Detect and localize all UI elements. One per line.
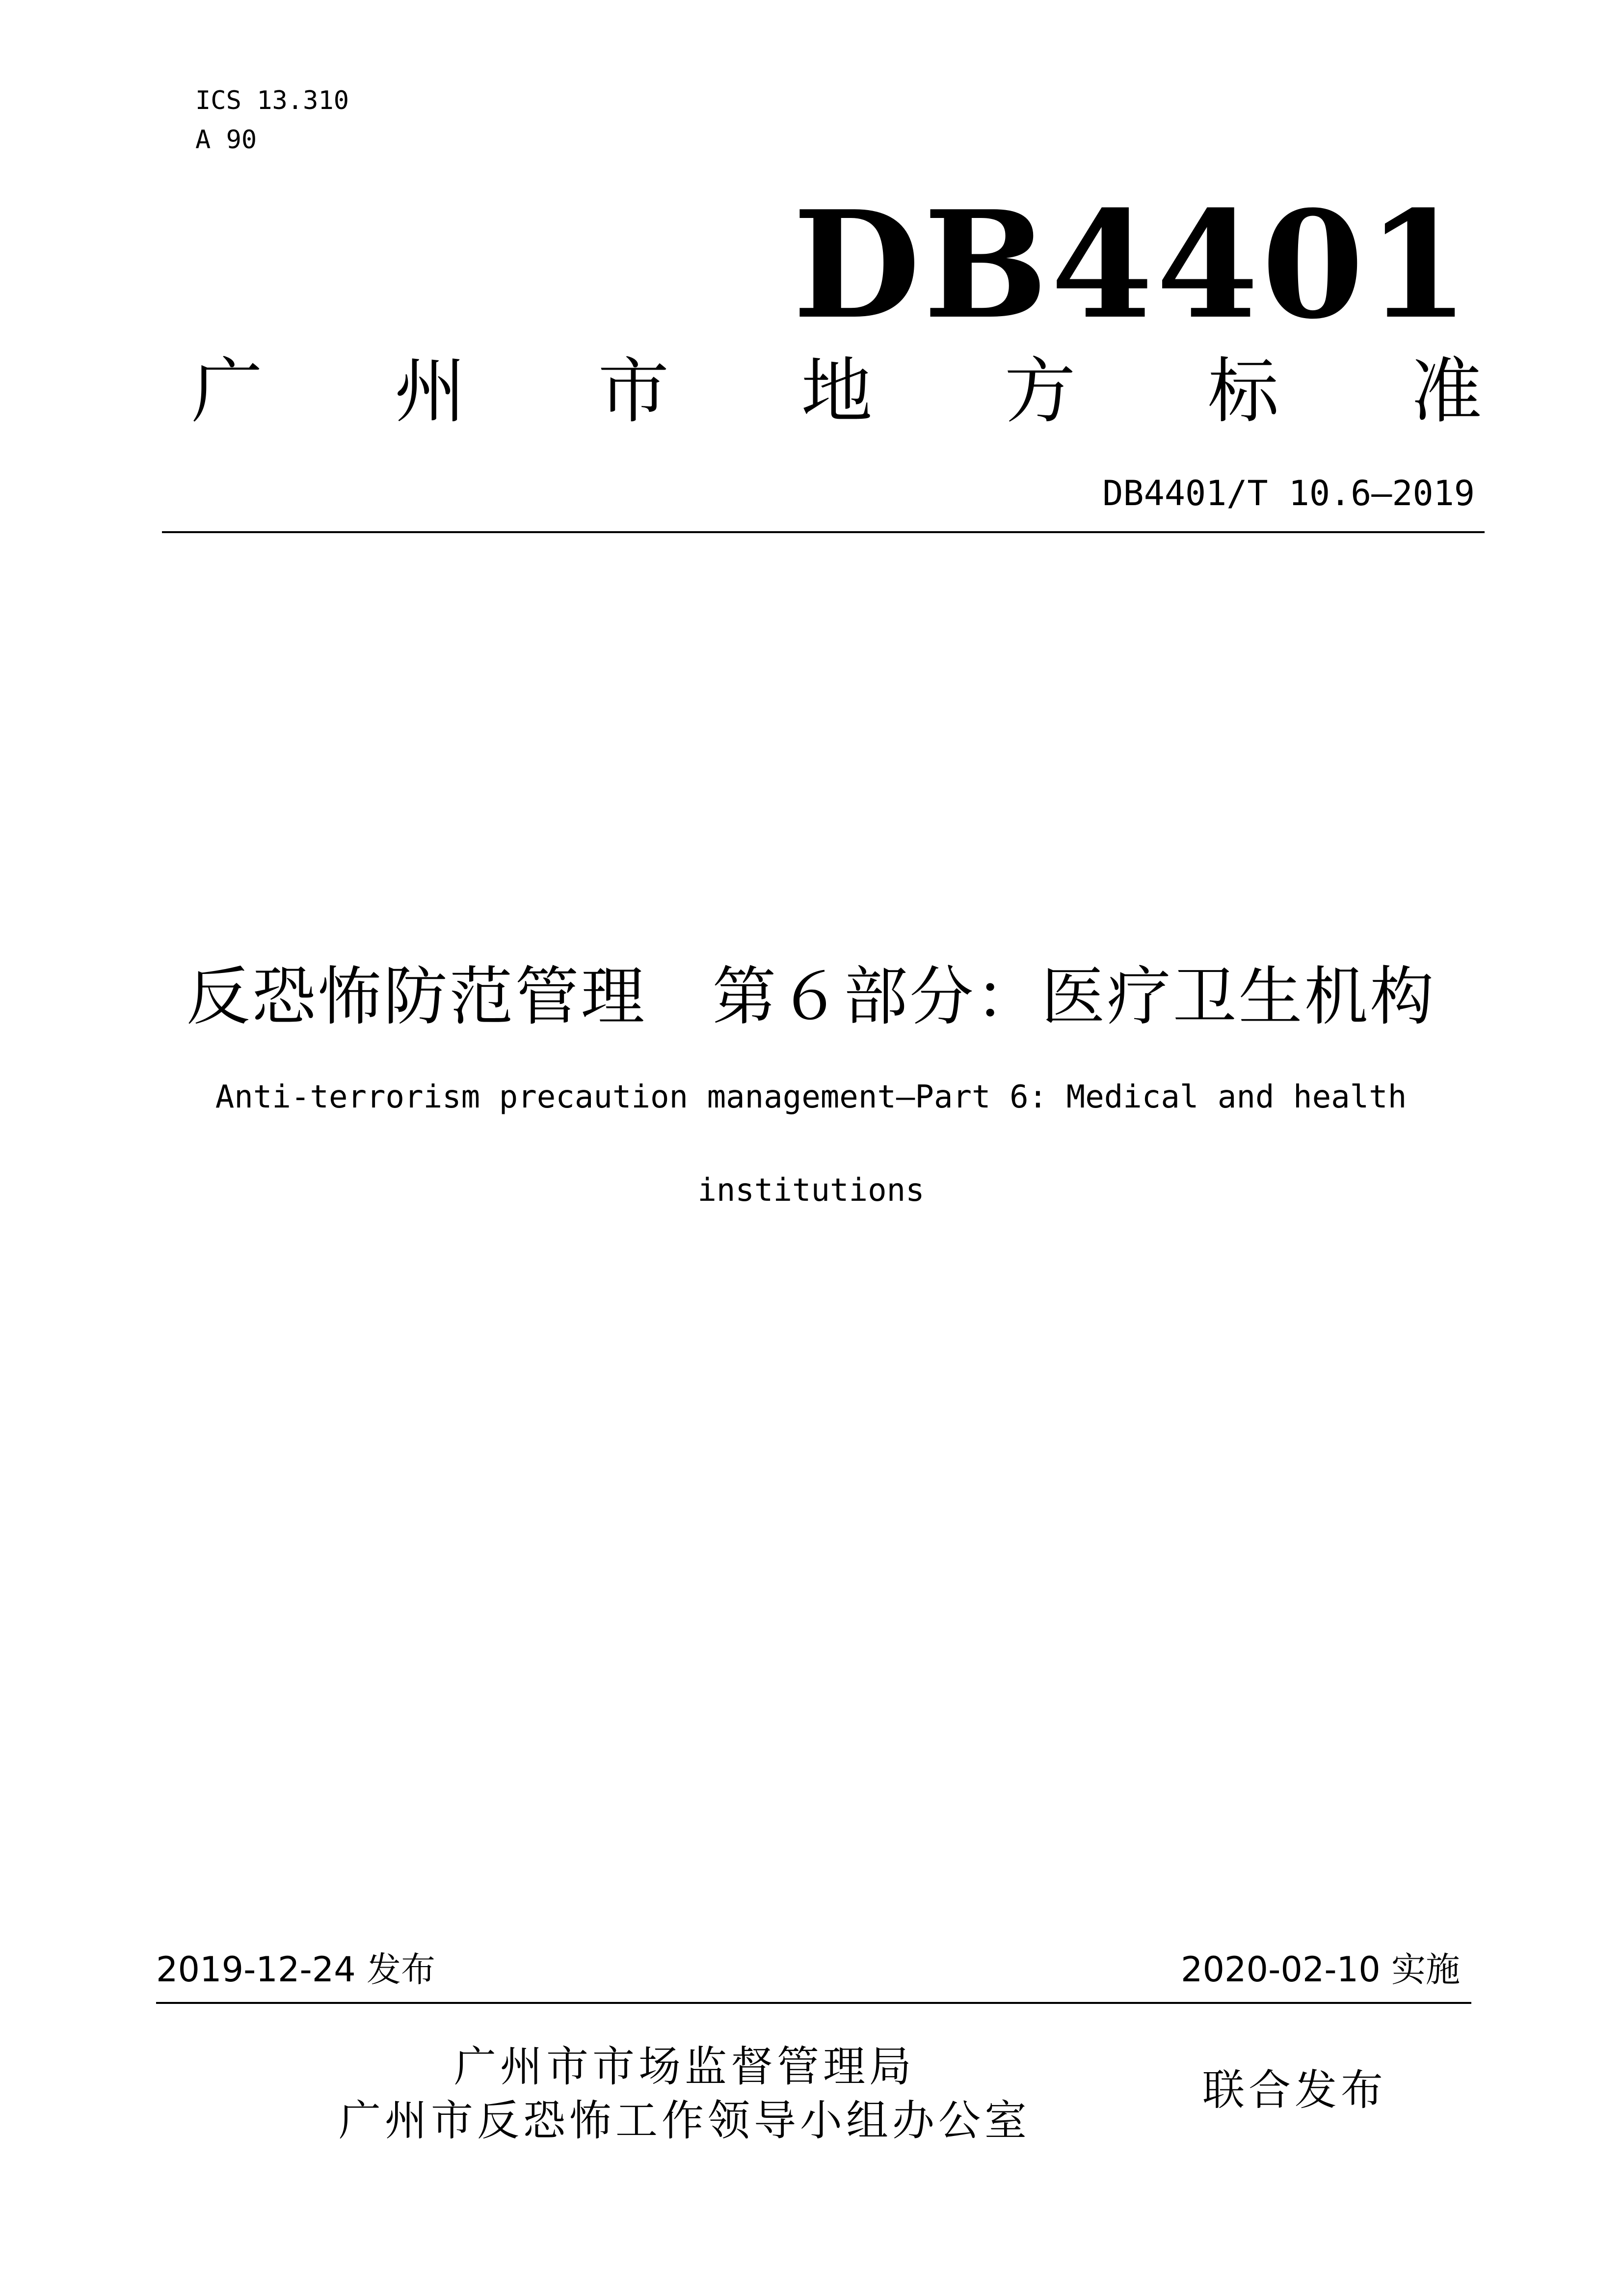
standard-type	[191, 339, 1482, 432]
standard-type-char: 地	[801, 350, 873, 433]
publisher-1: 广州市市场监督管理局	[454, 2042, 915, 2091]
standard-type-char: 州	[395, 350, 466, 433]
standard-type-char: 标	[1207, 350, 1279, 433]
issue-date: 2019-12-24 发布	[156, 1949, 436, 1990]
implementation-date: 2020-02-10 实施	[1180, 1949, 1460, 1990]
standard-number: DB4401/T 10.6—2019	[1102, 473, 1475, 513]
ccs-code: A 90	[195, 125, 257, 155]
standard-type-char: 市	[598, 350, 669, 433]
title-english-line-1: Anti-terrorism precaution management—Part 6: Medical and health	[215, 1079, 1407, 1115]
footer-divider	[156, 2002, 1471, 2004]
title-english-line-2: institutions	[697, 1172, 925, 1209]
publisher-2: 广州市反恐怖工作领导小组办公室	[339, 2096, 1031, 2145]
standard-type-char: 广	[191, 350, 263, 433]
standard-type-char: 准	[1410, 350, 1482, 433]
title-chinese: 反恐怖防范管理 第６部分：医疗卫生机构	[186, 959, 1436, 1034]
standard-logo: DB4401	[793, 178, 1472, 351]
ics-code: ICS 13.310	[195, 86, 349, 115]
joint-publication-label: 联合发布	[1202, 2066, 1387, 2115]
header-divider	[162, 531, 1485, 533]
standard-type-char: 方	[1004, 350, 1076, 433]
